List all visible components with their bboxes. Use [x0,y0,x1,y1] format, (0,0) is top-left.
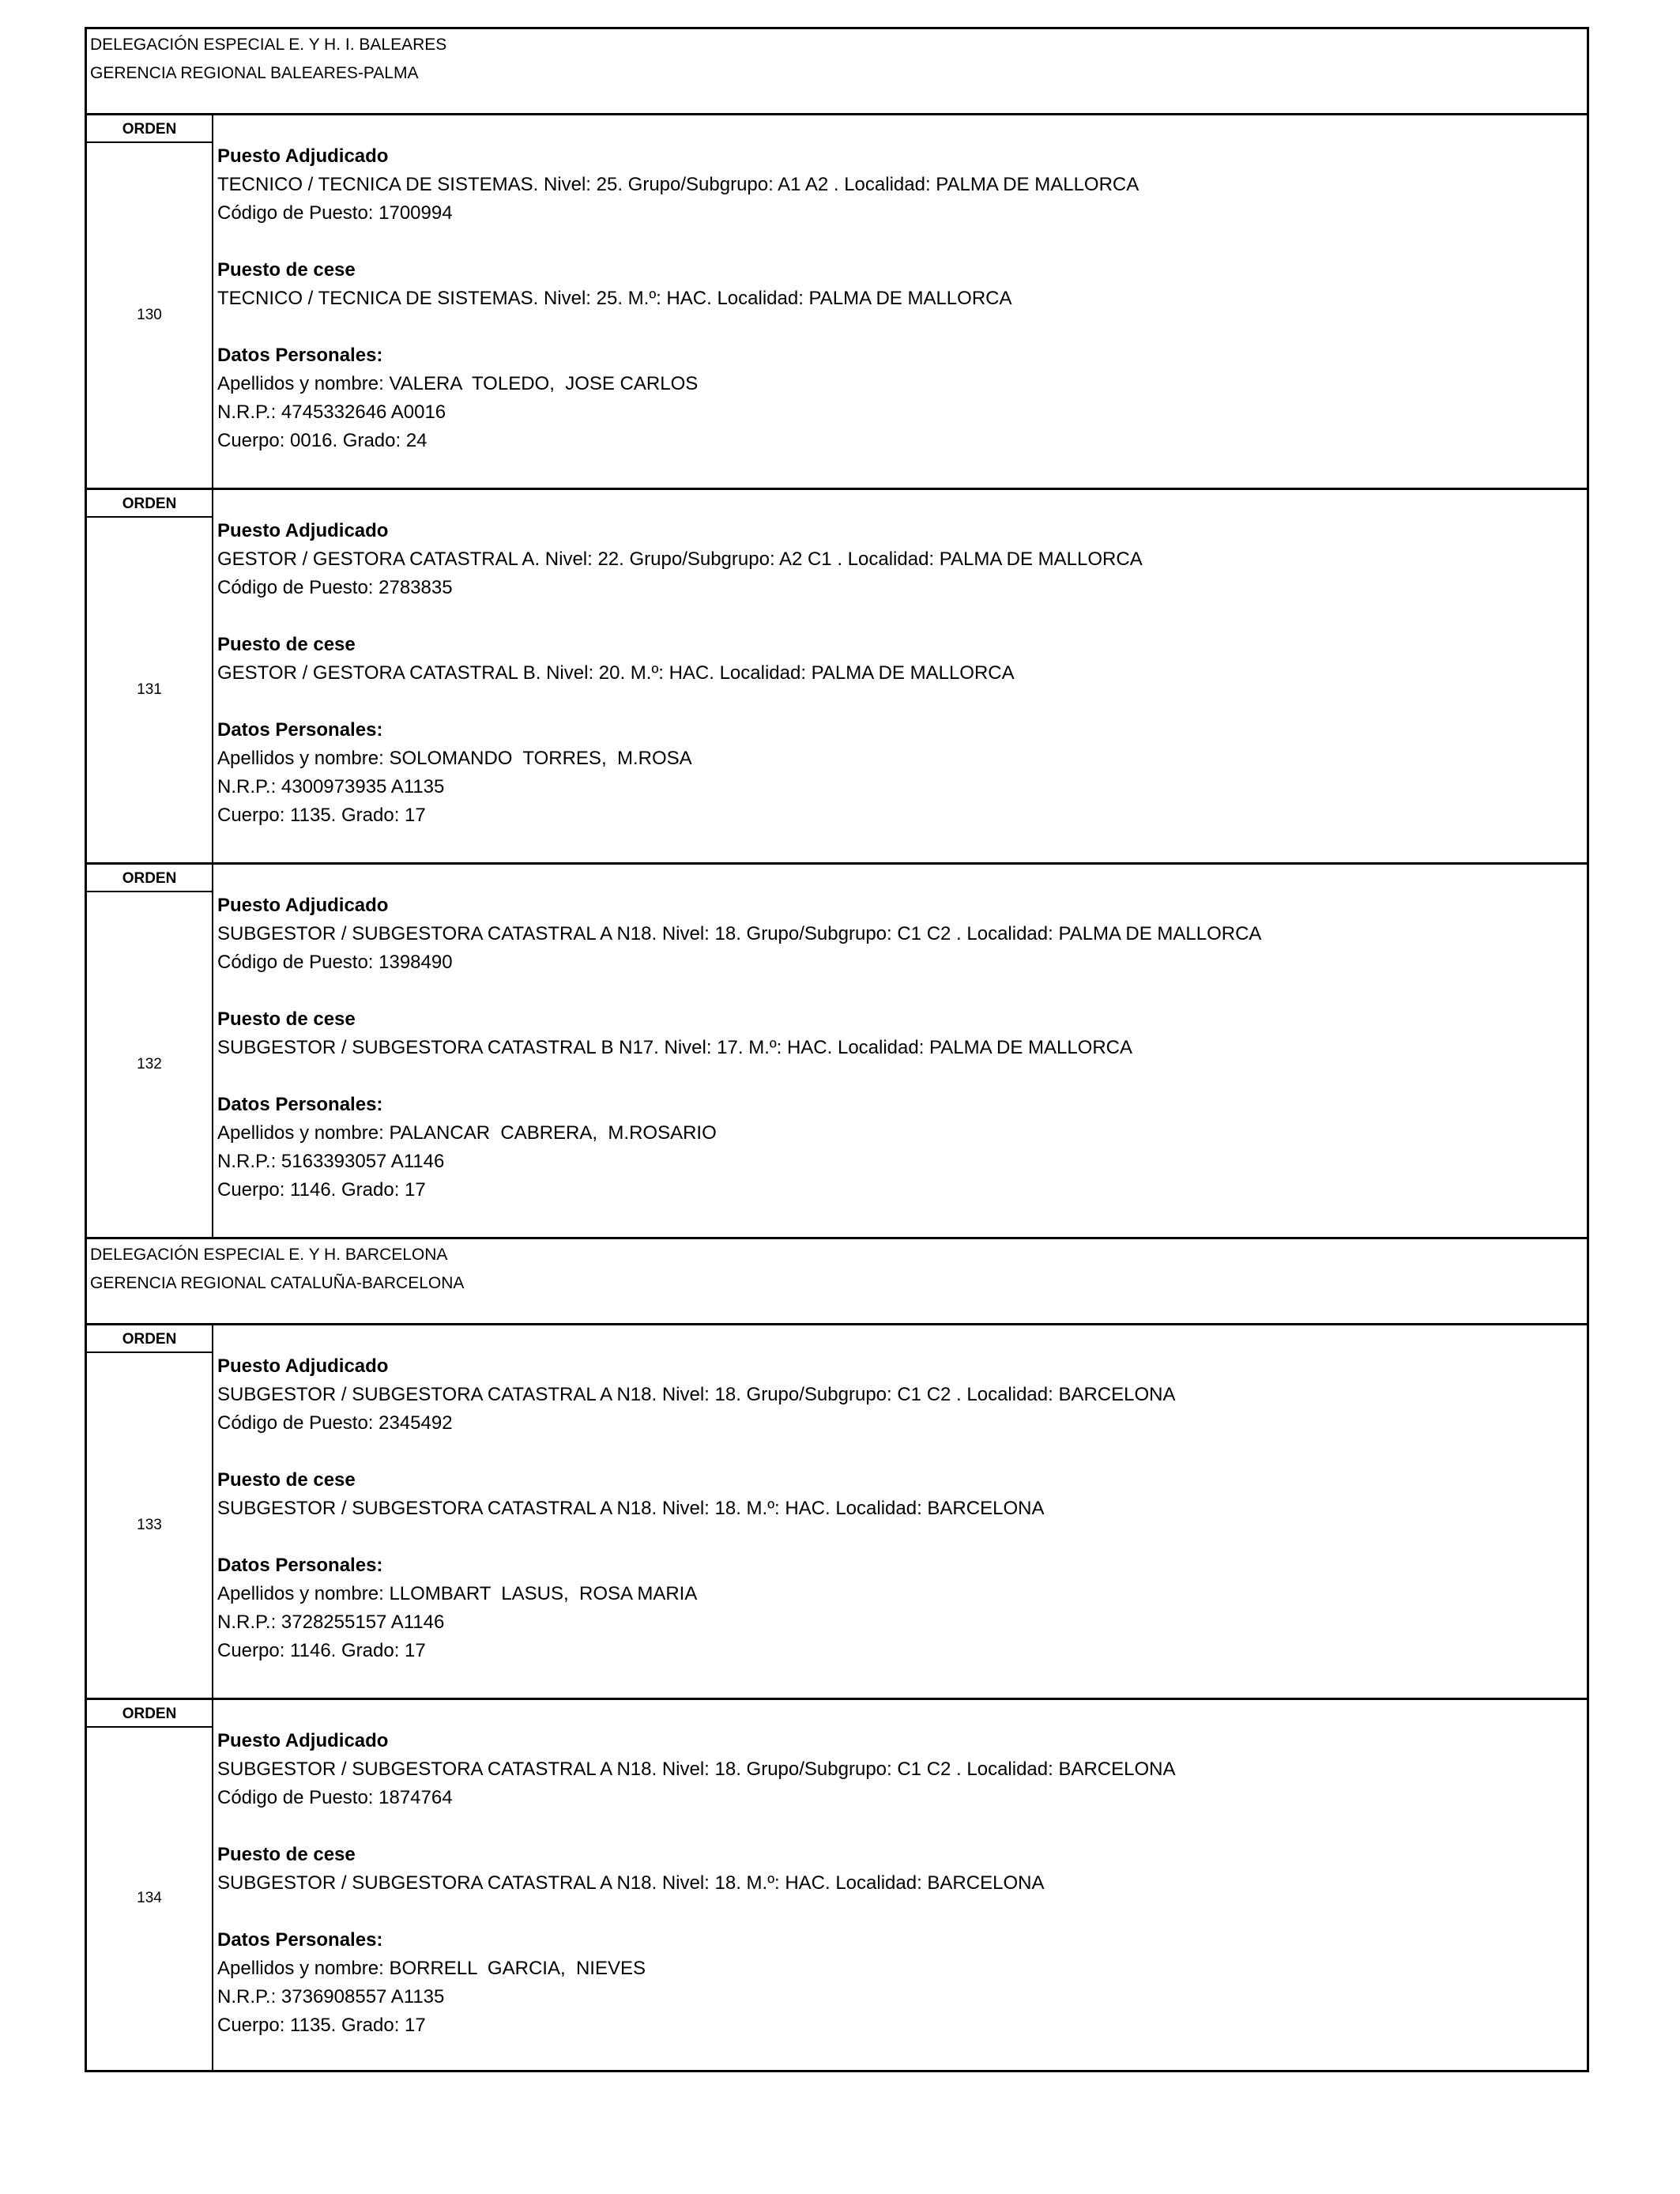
puesto-adjudicado-desc: SUBGESTOR / SUBGESTORA CATASTRAL A N18. Nivel: 18. Grupo/Subgrupo: C1 C2 . Localidad: PALMA DE MALLORCA [217,923,1262,944]
orden-number: 130 [137,306,162,323]
orden-column [87,490,213,862]
puesto-cese-heading: Puesto de cese [217,1008,356,1030]
record-content [217,892,1580,1204]
codigo-puesto: Código de Puesto: 1874764 [217,1787,453,1808]
cuerpo-grado: Cuerpo: 1135. Grado: 17 [217,2015,426,2036]
codigo-puesto: Código de Puesto: 2783835 [217,577,453,598]
nrp: N.R.P.: 3736908557 A1135 [217,1986,445,2007]
record-content [217,1727,1580,2040]
codigo-puesto: Código de Puesto: 2345492 [217,1412,453,1434]
codigo-puesto: Código de Puesto: 1398490 [217,952,453,973]
record-content [217,1352,1580,1665]
orden-number: 132 [137,1055,162,1072]
cuerpo-grado: Cuerpo: 1146. Grado: 17 [217,1179,426,1201]
record-row [85,113,1589,488]
orden-column [87,1325,213,1698]
puesto-adjudicado-desc: SUBGESTOR / SUBGESTORA CATASTRAL A N18. Nivel: 18. Grupo/Subgrupo: C1 C2 . Localidad: BARCELONA [217,1759,1176,1780]
codigo-puesto: Código de Puesto: 1700994 [217,202,453,224]
nrp: N.R.P.: 3728255157 A1146 [217,1612,445,1633]
datos-personales-heading: Datos Personales: [217,1094,383,1115]
orden-label: ORDEN [87,490,212,518]
nrp: N.R.P.: 4300973935 A1135 [217,776,445,797]
puesto-adjudicado-desc: GESTOR / GESTORA CATASTRAL A. Nivel: 22. Grupo/Subgrupo: A2 C1 . Localidad: PALMA DE MALLORCA [217,548,1143,570]
gerencia-line: GERENCIA REGIONAL BALEARES-PALMA [90,64,419,82]
puesto-adjudicado-heading: Puesto Adjudicado [217,895,389,916]
orden-number: 133 [137,1516,162,1533]
section-header [85,1237,1589,1323]
puesto-adjudicado-heading: Puesto Adjudicado [217,145,389,167]
delegacion-line: DELEGACIÓN ESPECIAL E. Y H. I. BALEARES [90,36,447,54]
apellidos-nombre: Apellidos y nombre: SOLOMANDO TORRES, M.ROSA [217,748,692,769]
datos-personales-heading: Datos Personales: [217,1555,383,1576]
puesto-cese-heading: Puesto de cese [217,634,356,655]
puesto-cese-heading: Puesto de cese [217,1844,356,1865]
orden-label: ORDEN [87,1700,212,1728]
apellidos-nombre: Apellidos y nombre: LLOMBART LASUS, ROSA MARIA [217,1583,698,1604]
orden-label: ORDEN [87,865,212,892]
orden-label: ORDEN [87,1325,212,1353]
record-row [85,1698,1589,2072]
puesto-adjudicado-desc: SUBGESTOR / SUBGESTORA CATASTRAL A N18. Nivel: 18. Grupo/Subgrupo: C1 C2 . Localidad: BARCELONA [217,1384,1176,1405]
puesto-cese-heading: Puesto de cese [217,259,356,281]
orden-column [87,865,213,1237]
puesto-cese-desc: TECNICO / TECNICA DE SISTEMAS. Nivel: 25. M.º: HAC. Localidad: PALMA DE MALLORCA [217,288,1012,309]
puesto-cese-desc: SUBGESTOR / SUBGESTORA CATASTRAL A N18. Nivel: 18. M.º: HAC. Localidad: BARCELONA [217,1872,1045,1894]
cuerpo-grado: Cuerpo: 1135. Grado: 17 [217,805,426,826]
nrp: N.R.P.: 5163393057 A1146 [217,1151,445,1172]
cuerpo-grado: Cuerpo: 1146. Grado: 17 [217,1640,426,1661]
section-header [85,27,1589,113]
document-table [85,27,1589,2072]
puesto-cese-desc: SUBGESTOR / SUBGESTORA CATASTRAL B N17. Nivel: 17. M.º: HAC. Localidad: PALMA DE MALLORCA [217,1037,1133,1058]
puesto-adjudicado-desc: TECNICO / TECNICA DE SISTEMAS. Nivel: 25. Grupo/Subgrupo: A1 A2 . Localidad: PALMA DE MALLORCA [217,174,1139,195]
record-row [85,862,1589,1237]
nrp: N.R.P.: 4745332646 A0016 [217,401,446,423]
orden-number: 134 [137,1890,162,1906]
puesto-cese-desc: GESTOR / GESTORA CATASTRAL B. Nivel: 20. M.º: HAC. Localidad: PALMA DE MALLORCA [217,662,1015,684]
delegacion-line: DELEGACIÓN ESPECIAL E. Y H. BARCELONA [90,1246,448,1264]
datos-personales-heading: Datos Personales: [217,719,383,741]
record-content [217,142,1580,455]
apellidos-nombre: Apellidos y nombre: VALERA TOLEDO, JOSE CARLOS [217,373,699,394]
puesto-adjudicado-heading: Puesto Adjudicado [217,1355,389,1377]
apellidos-nombre: Apellidos y nombre: PALANCAR CABRERA, M.ROSARIO [217,1122,717,1144]
puesto-adjudicado-heading: Puesto Adjudicado [217,520,389,541]
puesto-cese-desc: SUBGESTOR / SUBGESTORA CATASTRAL A N18. Nivel: 18. M.º: HAC. Localidad: BARCELONA [217,1498,1045,1519]
record-content [217,517,1580,830]
cuerpo-grado: Cuerpo: 0016. Grado: 24 [217,430,428,451]
record-row [85,1323,1589,1698]
gerencia-line: GERENCIA REGIONAL CATALUÑA-BARCELONA [90,1274,465,1292]
orden-label: ORDEN [87,115,212,143]
puesto-adjudicado-heading: Puesto Adjudicado [217,1730,389,1751]
orden-column [87,115,213,488]
orden-number: 131 [137,680,162,698]
record-row [85,488,1589,862]
puesto-cese-heading: Puesto de cese [217,1469,356,1491]
datos-personales-heading: Datos Personales: [217,1929,383,1951]
orden-column [87,1700,213,2070]
datos-personales-heading: Datos Personales: [217,345,383,366]
apellidos-nombre: Apellidos y nombre: BORRELL GARCIA, NIEVES [217,1958,646,1979]
